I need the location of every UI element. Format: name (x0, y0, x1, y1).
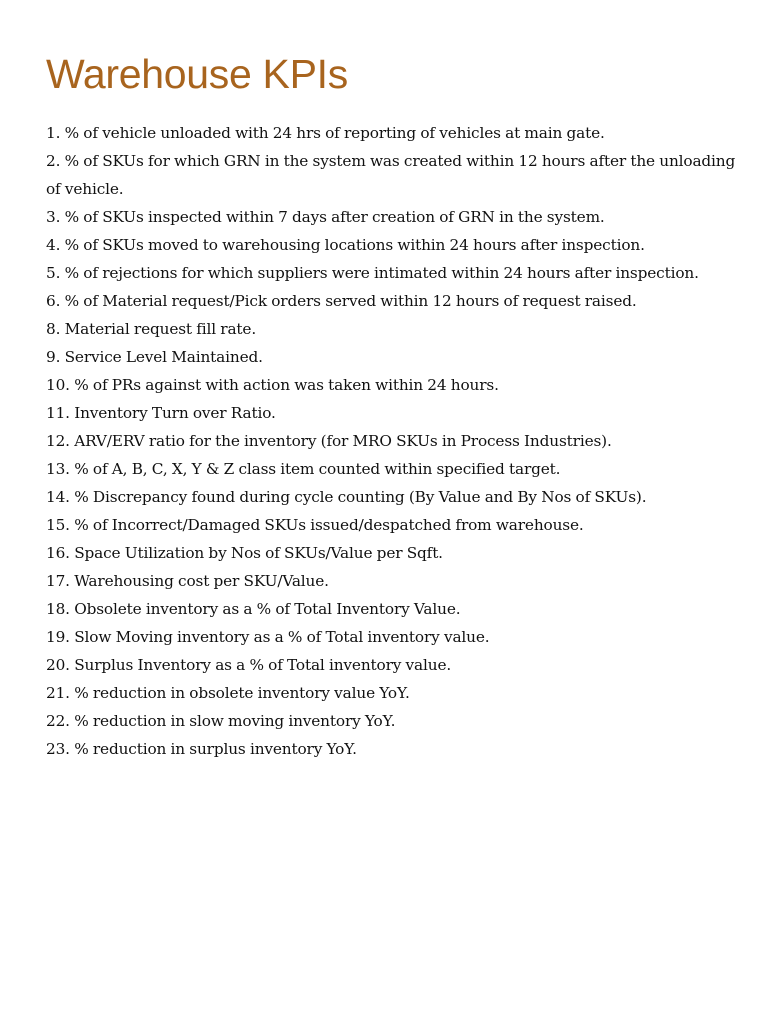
kpi-item: 13. % of A, B, C, X, Y & Z class item counted within specified target. (46, 460, 561, 478)
kpi-item: 8. Material request fill rate. (46, 320, 257, 338)
kpi-item: 2. % of SKUs for which GRN in the system was created within 12 hours after the unloading of vehicle. (46, 152, 736, 198)
kpi-list (46, 119, 736, 763)
kpi-item: 3. % of SKUs inspected within 7 days after creation of GRN in the system. (46, 208, 605, 226)
kpi-item: 4. % of SKUs moved to warehousing locations within 24 hours after inspection. (46, 236, 645, 254)
kpi-item: 6. % of Material request/Pick orders served within 12 hours of request raised. (46, 292, 637, 310)
page-title: Warehouse KPIs (46, 51, 348, 97)
kpi-item: 11. Inventory Turn over Ratio. (46, 404, 276, 422)
kpi-item: 15. % of Incorrect/Damaged SKUs issued/despatched from warehouse. (46, 516, 584, 534)
kpi-item: 19. Slow Moving inventory as a % of Total inventory value. (46, 628, 490, 646)
kpi-item: 18. Obsolete inventory as a % of Total Inventory Value. (46, 600, 461, 618)
kpi-item: 21. % reduction in obsolete inventory value YoY. (46, 684, 410, 702)
kpi-item: 5. % of rejections for which suppliers were intimated within 24 hours after inspection. (46, 264, 699, 282)
kpi-item: 10. % of PRs against with action was taken within 24 hours. (46, 376, 499, 394)
kpi-item: 20. Surplus Inventory as a % of Total inventory value. (46, 656, 452, 674)
kpi-item: 22. % reduction in slow moving inventory YoY. (46, 712, 396, 730)
kpi-item: 16. Space Utilization by Nos of SKUs/Value per Sqft. (46, 544, 443, 562)
kpi-item: 14. % Discrepancy found during cycle counting (By Value and By Nos of SKUs). (46, 488, 647, 506)
kpi-item: 12. ARV/ERV ratio for the inventory (for MRO SKUs in Process Industries). (46, 432, 612, 450)
kpi-item: 1. % of vehicle unloaded with 24 hrs of reporting of vehicles at main gate. (46, 124, 605, 142)
kpi-item: 9. Service Level Maintained. (46, 348, 263, 366)
kpi-item: 17. Warehousing cost per SKU/Value. (46, 572, 329, 590)
kpi-item: 23. % reduction in surplus inventory YoY. (46, 740, 357, 758)
